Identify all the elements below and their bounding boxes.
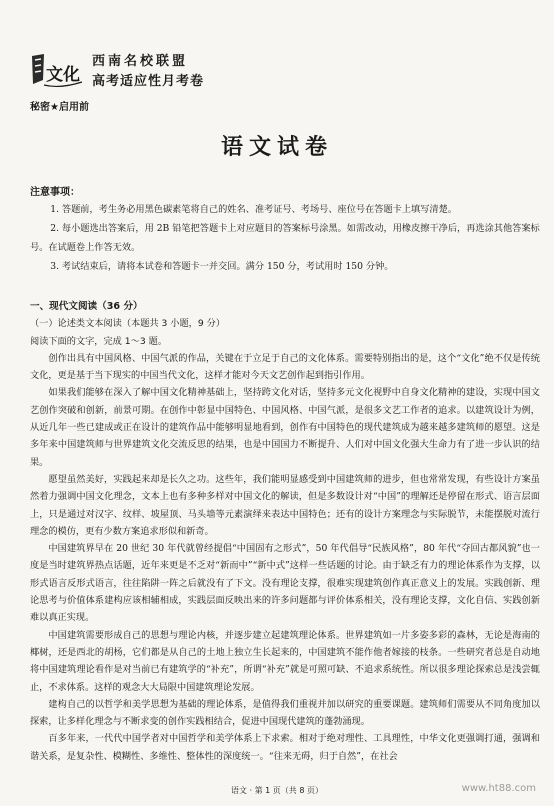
page-footer: 语文 · 第 1 页（共 8 页） — [231, 786, 323, 795]
section-heading: 一、现代文阅读（36 分） — [30, 301, 143, 312]
confidential-label: 秘密★启用前 — [30, 102, 89, 113]
notice-list — [30, 200, 540, 276]
passage-paragraph: 如果我们能够在深入了解中国文化精神基础上，坚持跨文化对话，坚持多元文化视野中自身文化精神的建设，实现中国文艺创作突破和创新，前景可期。在创作中彰显中国特色、中国风格、中国气派，是很多文艺工作者的追求。以建筑设计为例，从近几年一些已建成或正在设计的建筑作品中能够明显地看到，创作有中国特色的现代建筑成为越来越多建筑师的愿望。这是多年来中国建筑师与世界建筑文化交流反思的结果，也是中国国力不断提升、人们对中国文化强大生命力有了进一步认识的结果。 — [30, 387, 540, 468]
alliance-logo — [30, 50, 88, 90]
passage-paragraph: 创作出具有中国风格、中国气派的作品，关键在于立足于自己的文化体系。需要特别指出的是，这个“文化”绝不仅是传统文化，更是基于当下现实的中国当代文化，这样才能对今天文艺创作起到指引作用。 — [30, 352, 540, 382]
reading-section — [30, 298, 540, 765]
passage-paragraph: 中国建筑需要形成自己的思想与理论内核，并逐步建立起建筑理论体系。世界建筑如一片多姿多彩的森林，无论是海南的椰树，还是西北的胡杨，它们都是从自己的土地上独立生长起来的，中国建筑不能作他者嫁接的枝条。一些研究者总是自动地将中国建筑理论看作是对当前已有建筑学的“补充”，所谓“补充”就是可照可缺、不追求系统性。所以很多理论探索总是浅尝辄止，不求体系。这样的观念大大局限中国建筑理论发展。 — [30, 629, 540, 693]
notice-item: 3. 考试结束后，请将本试卷和答题卡一并交回。满分 150 分，考试用时 150 分钟。 — [50, 261, 394, 272]
page-title: 语文试卷 — [220, 134, 333, 160]
passage-paragraph: 建构自己的以哲学和美学思想为基础的理论体系，是值得我们重视并加以研究的重要课题。建筑师们需要从不同角度加以探索，让多样化理念与不断求变的创作实践相结合，促进中国现代建筑的蓬勃涌现。 — [30, 698, 540, 728]
svg-text:文化: 文化 — [46, 65, 80, 85]
watermark: www.ht88.com — [461, 783, 536, 794]
notice-title: 注意事项： — [30, 187, 80, 198]
exam-series-name: 高考适应性月考卷 — [92, 74, 205, 89]
alliance-name: 西南名校联盟 — [92, 54, 189, 69]
passage-paragraph: 中国建筑界早在 20 世纪 30 年代就曾经提倡“中国固有之形式”，50 年代倡导“民族风格”，80 年代“夺回古都风貌”也一度是当时建筑界热点话题，近年来更是不乏对“新而中”“新中式”这样一些话题的讨论。由于缺乏有力的理论体系作为支撑，以形式语言反形式语言，往往陷阱一阵之后就没有了下文。没有理论支撑，很难实现建筑创作真正意义上的发展。实践创新、理论思考与价值体系建构应该相辅相成，实践层面反映出来的许多问题都与评价体系相关，没有理论支撑，文化自信、实践创新难以真正实现。 — [30, 543, 540, 624]
notice-item: 2. 每小题选出答案后，用 2B 铅笔把答题卡上对应题目的答案标号涂黑。如需改动，用橡皮擦干净后，再选涂其他答案标号。在试题卷上作答无效。 — [30, 223, 540, 253]
reading-instruction: 阅读下面的文字，完成 1～3 题。 — [30, 335, 167, 347]
passage-paragraph: 愿望虽然美好，实践起来却是长久之功。这些年，我们能明显感受到中国建筑师的进步，但也常常发现，有些设计方案虽然着力强调中国文化理念，文本上也有多种多样对中国文化的解读，但是多数设计对“中国”的理解还是停留在形式、语言层面上，只是通过对汉字、纹样、坡屋顶、马头墙等元素演绎来表达中国特色；还有的设计方案理念与实际脱节，未能摆脱对流行理念的模仿，更有少数方案追求形似和新奇。 — [30, 473, 540, 537]
exam-header — [30, 48, 270, 98]
notice-item: 1. 答题前，考生务必用黑色碳素笔将自己的姓名、准考证号、考场号、座位号在答题卡上填写清楚。 — [50, 204, 457, 215]
subsection-heading: （一）论述类文本阅读（本题共 3 小题，9 分） — [30, 318, 226, 330]
passage-paragraph: 百多年来，一代代中国学者对中国哲学和美学体系上下求索。相对于绝对理性、工具理性，中华文化更强调打通，强调和谐关系，是复杂性、模糊性、多维性、整体性的深度统一。“往来无碍，归于自然”，在社会 — [30, 733, 540, 762]
